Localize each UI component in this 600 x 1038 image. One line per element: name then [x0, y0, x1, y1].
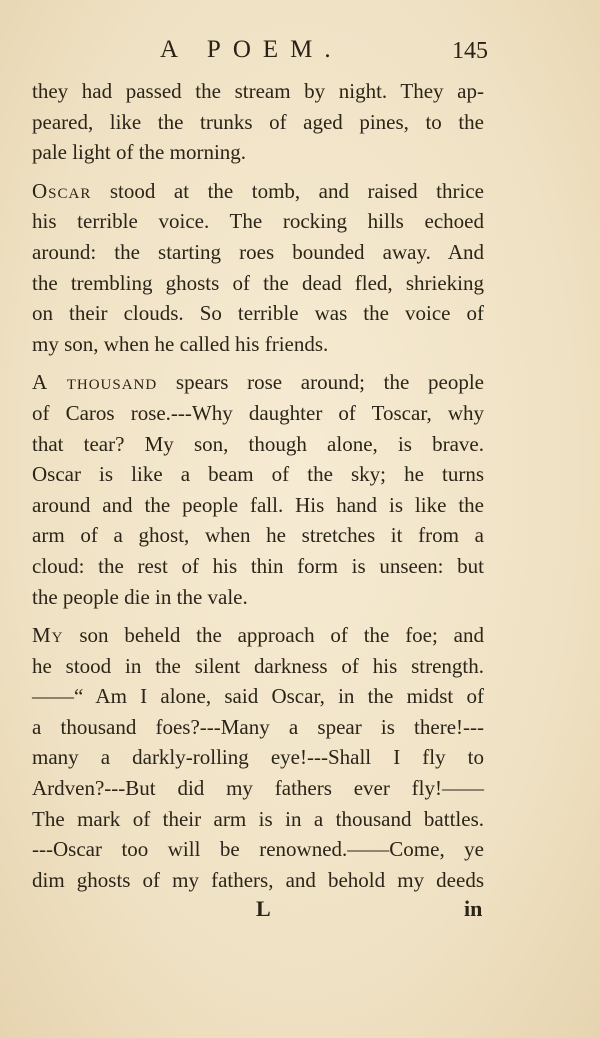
text-line: the people die in the vale.	[32, 584, 248, 609]
text-line: around: the starting roes bounded away. And	[32, 239, 484, 264]
text-line: he stood in the silent darkness of his strength.	[32, 653, 484, 678]
text-line: peared, like the trunks of aged pines, to the	[32, 109, 484, 134]
text-line: ——“ Am I alone, said Oscar, in the midst of	[32, 684, 484, 709]
text-line: around and the people fall. His hand is like the	[32, 492, 484, 517]
text-line: The mark of their arm is in a thousand battles.	[32, 806, 484, 831]
body-text	[32, 76, 484, 895]
page-header	[0, 36, 600, 76]
signature-mark: L	[256, 896, 271, 921]
text-line: of Caros rose.---Why daughter of Toscar, why	[32, 400, 484, 425]
text-line: my son, when he called his friends.	[32, 331, 329, 356]
text-line: cloud: the rest of his thin form is unseen: but	[32, 553, 484, 578]
text-line: pale light of the morning.	[32, 140, 247, 165]
text-line: ---Oscar too will be renowned.——Come, ye	[32, 837, 484, 862]
text-line: the trembling ghosts of the dead fled, shrieking	[32, 270, 484, 295]
text-line: dim ghosts of my fathers, and behold my deeds	[32, 867, 484, 892]
running-title: A POEM.	[160, 36, 343, 63]
text-line: his terrible voice. The rocking hills echoed	[32, 209, 484, 234]
paragraph-lead: My	[32, 623, 64, 648]
paragraph-lead: Oscar	[32, 178, 92, 203]
text-line	[32, 620, 484, 651]
text-line: they had passed the stream by night. They ap-	[32, 79, 484, 103]
text-line: a thousand foes?---Many a spear is there!---	[32, 714, 484, 739]
text-segment: stood at the tomb, and raised thrice	[91, 178, 484, 203]
paragraph-lead: A thousand	[32, 370, 158, 395]
text-line: that tear? My son, though alone, is brave.	[32, 431, 484, 456]
text-segment: son beheld the approach of the foe; and	[63, 623, 484, 648]
page-footer	[0, 890, 600, 930]
page-number: 145	[452, 38, 488, 64]
catchword: in	[464, 896, 483, 921]
text-line: many a darkly-rolling eye!---Shall I fly to	[32, 745, 484, 770]
text-line	[32, 176, 484, 207]
text-line	[32, 367, 484, 398]
text-line: arm of a ghost, when he stretches it from a	[32, 523, 484, 548]
text-line: Ardven?---But did my fathers ever fly!——	[32, 776, 484, 801]
text-line: Oscar is like a beam of the sky; he turns	[32, 462, 484, 487]
text-line: on their clouds. So terrible was the voice of	[32, 301, 484, 326]
text-segment: spears rose around; the people	[157, 370, 484, 395]
